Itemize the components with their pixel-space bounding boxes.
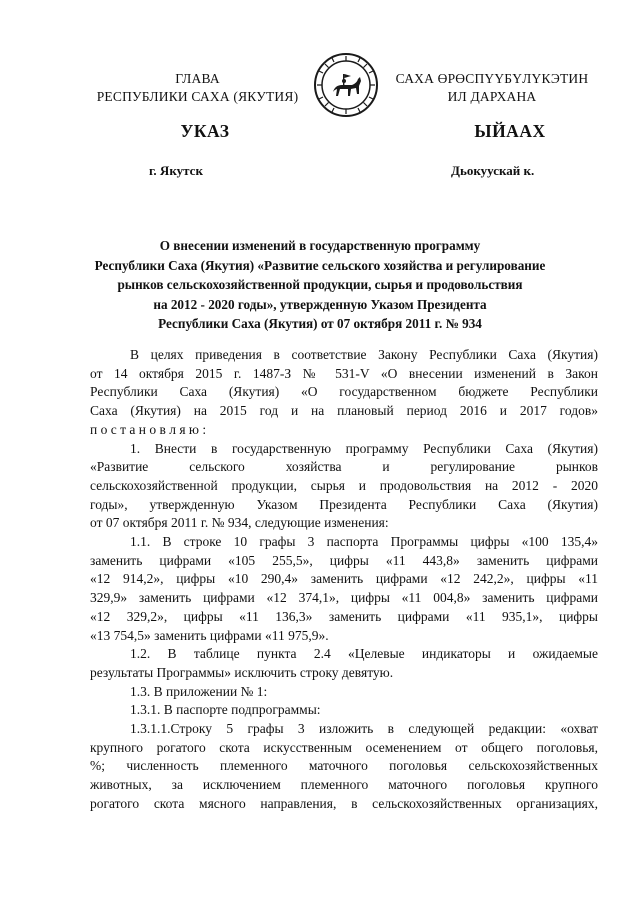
- title-line: Республики Саха (Якутия) «Развитие сельского хозяйства и регулирование: [94, 257, 546, 273]
- title-line: рынков сельскохозяйственной продукции, сырья и продовольствия: [117, 277, 523, 292]
- header-right-line-1: САХА ӨРӨСПҮҮБҮЛҮКЭТИН: [395, 71, 589, 86]
- body-line: В целях приведения в соответствие Закону Республики Саха (Якутия): [130, 347, 598, 362]
- body-line: «13 754,5» заменить цифрами «11 975,9».: [90, 627, 329, 643]
- body-line: результаты Программы» исключить строку девятую.: [90, 664, 394, 680]
- body-line: 1.3. В приложении № 1:: [130, 683, 268, 699]
- header-right-sakha: [392, 70, 592, 106]
- body-line: сельскохозяйственной продукции, сырья и продовольствия на 2012 - 2020: [90, 477, 598, 493]
- header-left-line-1: ГЛАВА: [175, 71, 220, 86]
- body-line: Саха (Якутия) на 2015 год и на плановый период 2016 и 2017 годов»: [90, 403, 598, 419]
- body-line: заменить цифрами «105 255,5», цифры «11 443,8» заменить цифрами: [90, 552, 598, 568]
- decree-body: [90, 346, 598, 814]
- body-line: годы», утвержденную Указом Президента Республики Саха (Якутия): [90, 496, 598, 512]
- body-line: %; численность племенного маточного поголовья сельскохозяйственных: [90, 758, 598, 774]
- header-left-line-2: РЕСПУБЛИКИ САХА (ЯКУТИЯ): [96, 89, 299, 104]
- body-line: «12 329,2», цифры «11 136,3» заменить цифрами «11 935,1», цифры: [90, 608, 598, 624]
- body-line: от 07 октября 2011 г. № 934, следующие изменения:: [90, 515, 389, 531]
- body-line: рогатого скота мясного направления, в сельскохозяйственных организациях,: [90, 795, 598, 811]
- city-sakha: Дьокуускай к.: [451, 163, 535, 178]
- body-line: «Развитие сельского хозяйства и регулирование рынков: [90, 459, 598, 475]
- body-line: «12 914,2», цифры «10 290,4» заменить цифрами «12 242,2», цифры «11: [90, 571, 598, 587]
- body-line: от 14 октября 2015 г. 1487-З № 531-V «О внесении изменений в Закон: [90, 365, 598, 381]
- doc-type-ru: УКАЗ: [180, 121, 230, 141]
- title-line: Республики Саха (Якутия) от 07 октября 2011 г. № 934: [158, 316, 482, 331]
- coat-of-arms-emblem: [313, 52, 379, 118]
- header-left-ru: [85, 70, 310, 106]
- body-line: 329,9» заменить цифрами «12 374,1», цифры «11 004,8» заменить цифрами: [90, 590, 598, 606]
- title-line: на 2012 - 2020 годы», утвержденную Указом Президента: [153, 296, 487, 312]
- body-line: животных, за исключением племенного маточного поголовья крупного: [90, 777, 598, 793]
- body-line: 1. Внести в государственную программу Республики Саха (Якутия): [130, 440, 598, 456]
- body-line-decree-word: п о с т а н о в л я ю :: [90, 421, 207, 437]
- doc-type-sakha: ЫЙААХ: [474, 121, 546, 141]
- body-line: крупного рогатого скота искусственным осеменением от общего поголовья,: [90, 739, 598, 755]
- body-line: 1.3.1. В паспорте подпрограммы:: [130, 702, 321, 718]
- body-line: 1.1. В строке 10 графы 3 паспорта Программы цифры «100 135,4»: [130, 534, 598, 550]
- decree-title: [70, 236, 570, 334]
- city-ru: г. Якутск: [149, 163, 203, 178]
- body-line: 1.3.1.1.Строку 5 графы 3 изложить в следующей редакции: «охват: [130, 721, 598, 737]
- body-line: Республики Саха (Якутия) «О государственном бюджете Республики: [90, 384, 598, 400]
- header-right-line-2: ИЛ ДАРХАНА: [447, 89, 537, 104]
- title-line: О внесении изменений в государственную программу: [159, 238, 481, 253]
- body-line: 1.2. В таблице пункта 2.4 «Целевые индикаторы и ожидаемые: [130, 646, 598, 662]
